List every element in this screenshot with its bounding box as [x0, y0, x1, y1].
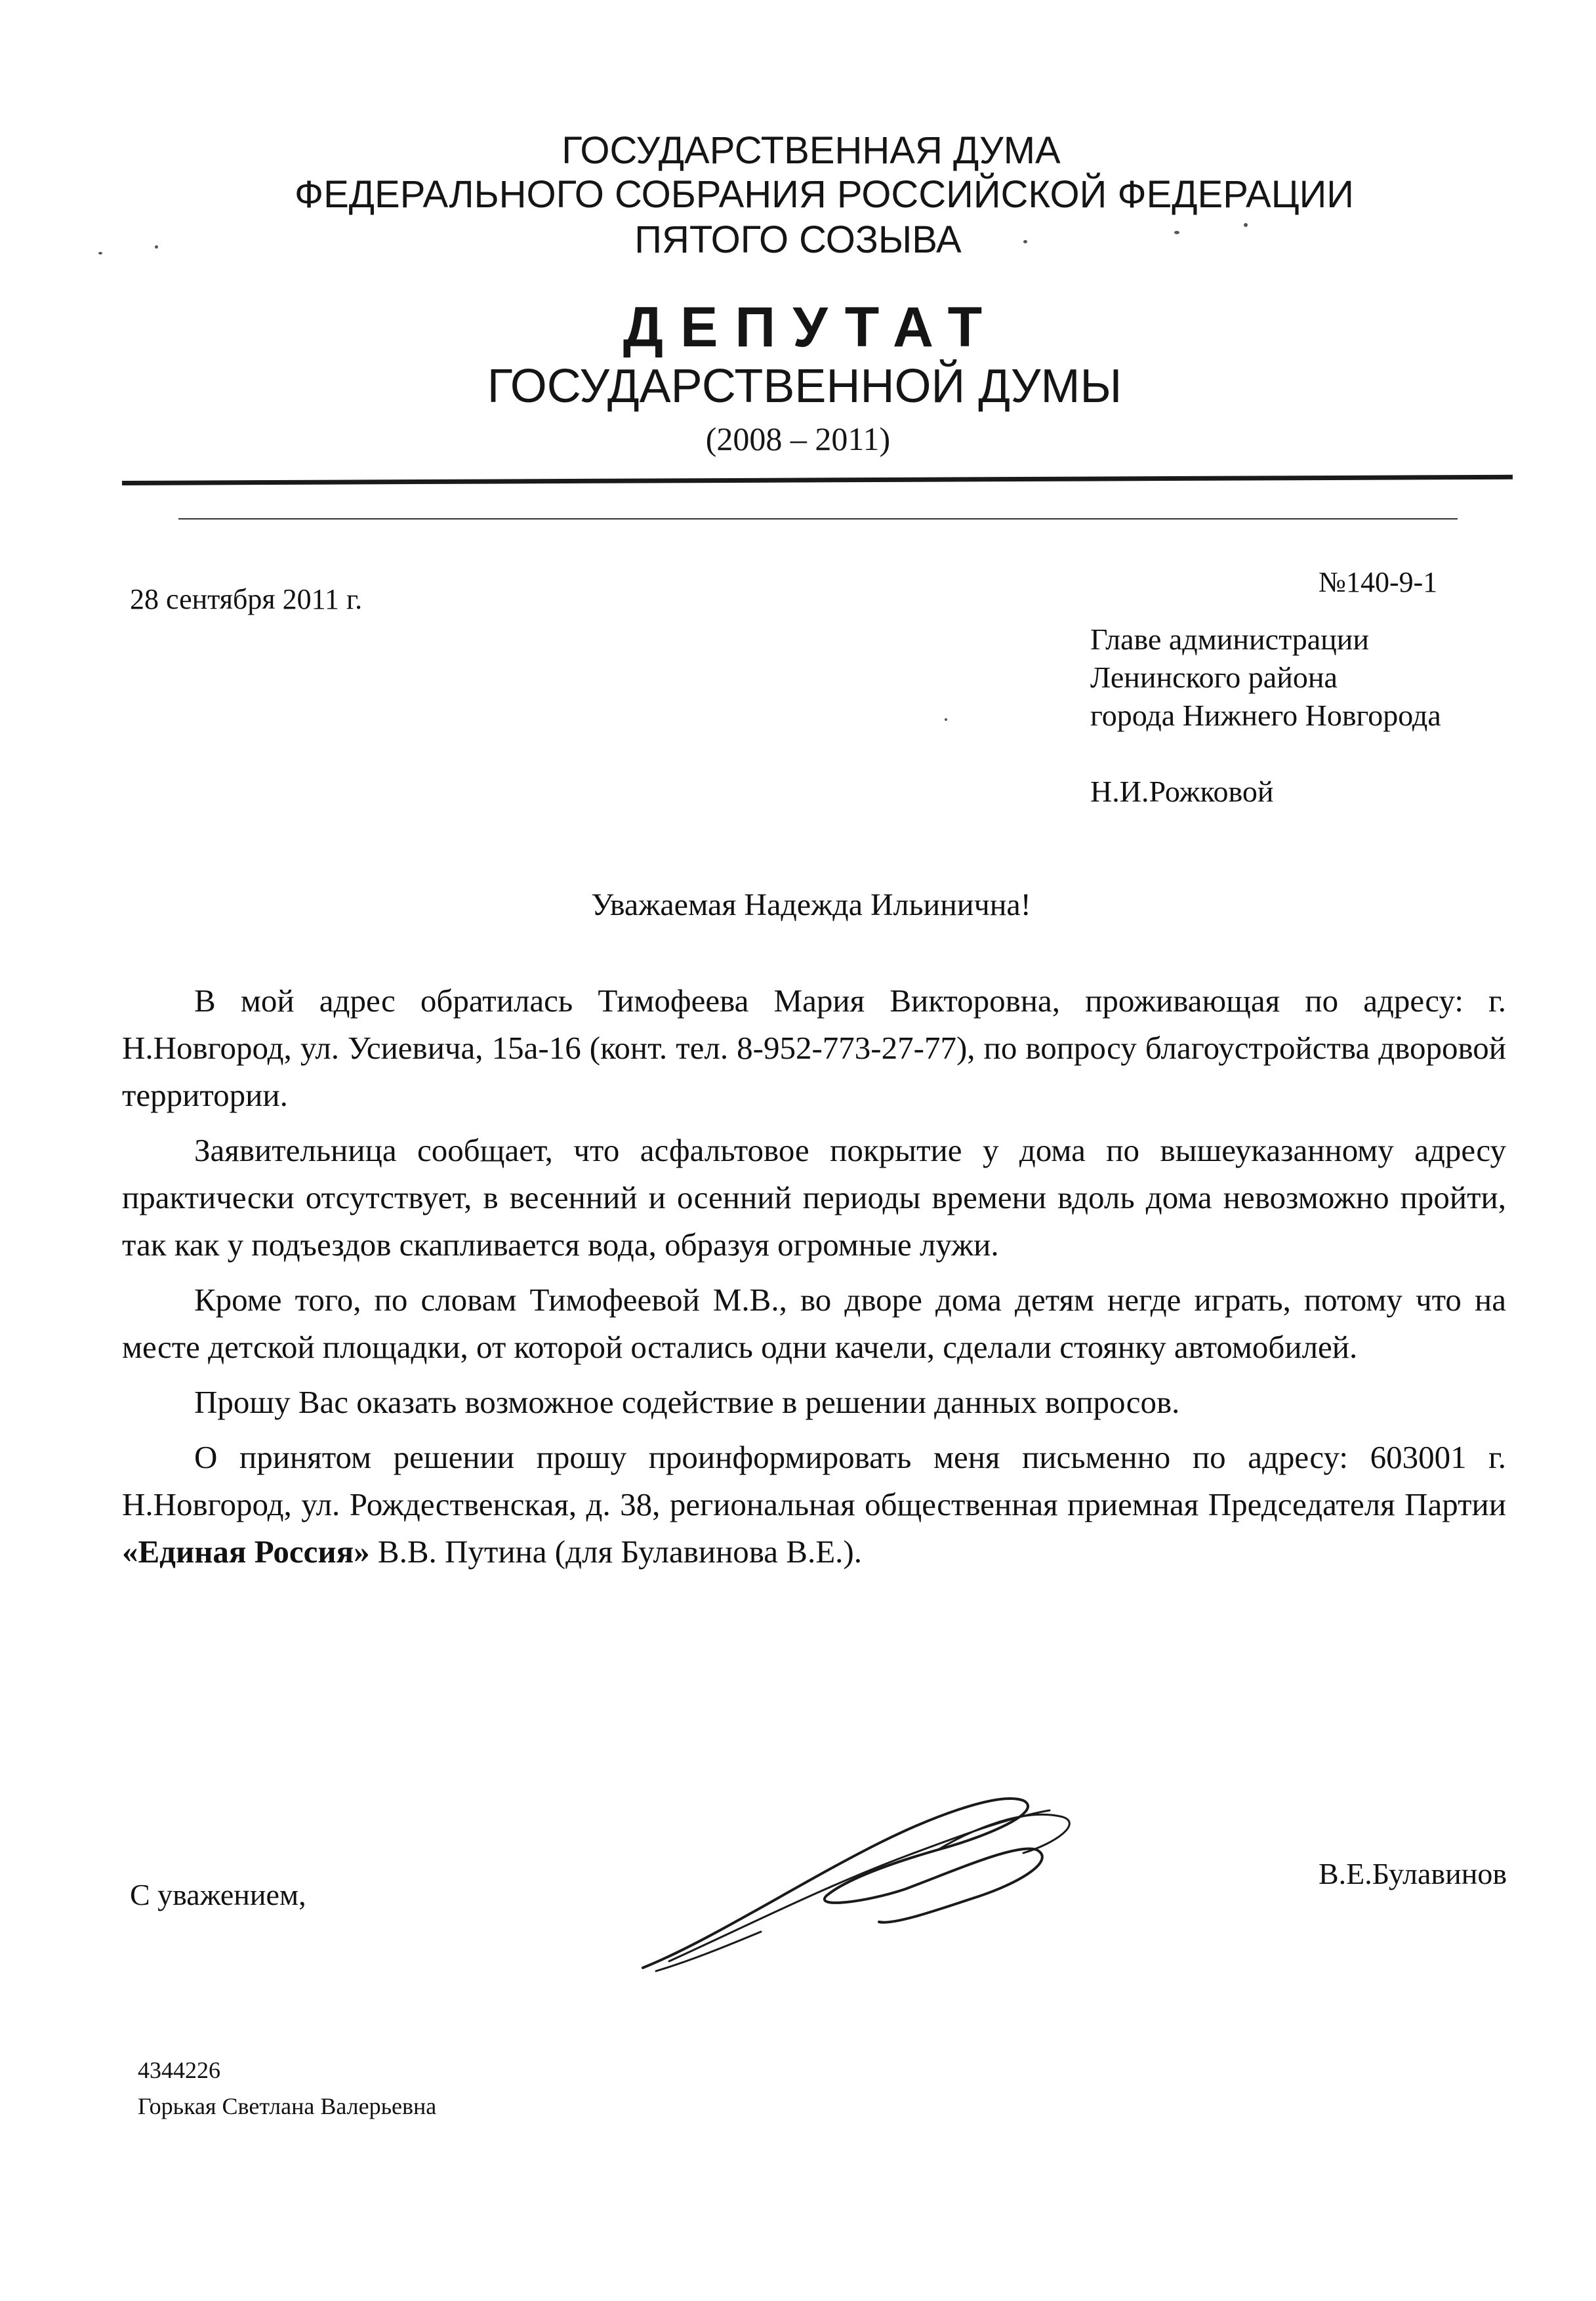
scan-speck — [1244, 223, 1248, 227]
executor-name: Горькая Светлана Валерьевна — [138, 2093, 437, 2119]
letterhead-federal-assembly: ФЕДЕРАЛЬНОГО СОБРАНИЯ РОССИЙСКОЙ ФЕДЕРАЦИИ — [295, 173, 1354, 216]
salutation: Уважаемая Надежда Ильинична! — [591, 887, 1031, 922]
letterhead-divider-thin — [178, 518, 1458, 519]
body-paragraph: Заявительница сообщает, что асфальтовое покрытие у дома по вышеуказанному адресу практически отсутствует, в весенний и осенний периоды времени вдоль дома невозможно пройти, так как у подъездов скапливается вода, образуя огромные лужи. — [122, 1132, 1506, 1263]
signer-name: В.Е.Булавинов — [1319, 1857, 1507, 1890]
letterhead-state-duma: ГОСУДАРСТВЕННОЙ ДУМЫ — [487, 360, 1122, 413]
body-text: В.В. Путина (для Булавинова В.Е.). — [369, 1534, 862, 1570]
letter-body — [122, 977, 1506, 1576]
addressee-block — [1090, 621, 1441, 735]
scan-speck — [1023, 240, 1027, 243]
executor-phone: 4344226 — [138, 2057, 220, 2083]
letterhead-deputy: ДЕПУТАТ — [623, 296, 1000, 359]
addressee-line: Ленинского района — [1090, 661, 1338, 694]
letterhead-duma: ГОСУДАРСТВЕННАЯ ДУМА — [562, 129, 1061, 172]
body-paragraph: Прошу Вас оказать возможное содействие в решении данных вопросов. — [194, 1384, 1180, 1420]
addressee-name: Н.И.Рожковой — [1090, 775, 1274, 808]
handwritten-signature — [630, 1771, 1089, 1987]
addressee-line: города Нижнего Новгорода — [1090, 699, 1441, 732]
body-paragraph: Кроме того, по словам Тимофеевой М.В., во дворе дома детям негде играть, потому что на месте детской площадки, от которой остались одни качели, сделали стоянку автомобилей. — [122, 1282, 1506, 1365]
body-paragraph — [122, 1434, 1506, 1576]
body-text: О принятом решении прошу проинформировать меня письменно по адресу: 603001 г. Н.Новгород, ул. Рождественская, д. 38, региональная общественная приемная Председателя Партии — [122, 1439, 1506, 1522]
letterhead-years: (2008 – 2011) — [705, 420, 891, 457]
letterhead-convocation: ПЯТОГО СОЗЫВА — [634, 218, 962, 261]
addressee-line: Главе администрации — [1090, 622, 1370, 656]
body-paragraph: В мой адрес обратилась Тимофеева Мария Викторовна, проживающая по адресу: г. Н.Новгород, ул. Усиевича, 15а-16 (конт. тел. 8-952-773-27-77), по вопросу благоустройства дворовой территории. — [122, 983, 1506, 1113]
scan-speck — [945, 718, 947, 721]
letterhead-divider-thick — [122, 475, 1513, 485]
scan-speck — [1174, 231, 1179, 234]
registration-number: №140-9-1 — [1319, 566, 1438, 598]
scan-speck — [155, 245, 158, 249]
closing-phrase: С уважением, — [130, 1878, 306, 1911]
party-name: «Единая Россия» — [122, 1534, 370, 1570]
scan-speck — [98, 252, 102, 255]
letter-date: 28 сентября 2011 г. — [130, 583, 363, 615]
